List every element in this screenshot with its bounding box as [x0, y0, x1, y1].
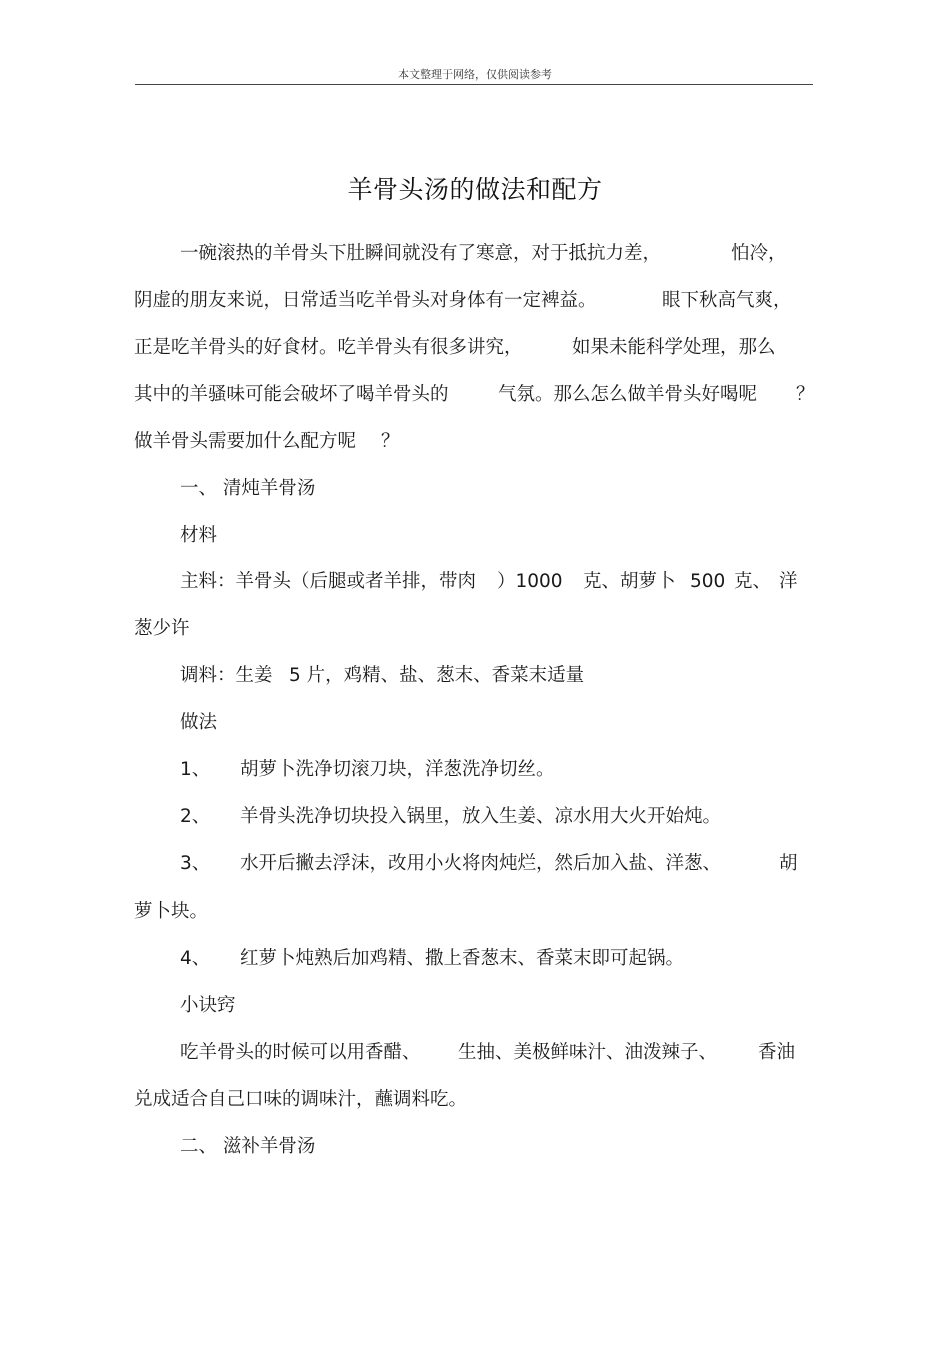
step-text: 羊骨头洗净切块投入锅里，放入生姜、凉水用大火开始炖。: [240, 806, 722, 827]
intro-text: 气氛。那么怎么做羊骨头好喝呢: [498, 384, 758, 405]
ingredient-text: 洋: [779, 571, 798, 592]
section-heading-text: 二、 滋补羊骨汤: [180, 1136, 316, 1157]
tips-text: 香油: [758, 1042, 796, 1063]
intro-text: 如果未能科学处理，那么: [572, 337, 776, 358]
section-heading-text: 一、 清炖羊骨汤: [180, 478, 316, 499]
ingredient-text: 克、: [734, 571, 772, 592]
step-text: 胡萝卜洗净切滚刀块，洋葱洗净切丝。: [240, 759, 555, 780]
step-number: 3、: [180, 853, 211, 874]
intro-text: 一碗滚热的羊骨头下肚瞬间就没有了寒意，对于抵抗力差，: [180, 243, 662, 264]
label-text: 做法: [180, 712, 218, 733]
tips-text: 生抽、美极鲜味汁、油泼辣子、: [458, 1042, 718, 1063]
tips-text: 吃羊骨头的时候可以用香醋、: [180, 1042, 421, 1063]
step-number: 4、: [180, 948, 211, 969]
ingredient-text: 500: [690, 571, 726, 592]
header-divider: [135, 84, 813, 85]
intro-text: ？: [796, 384, 815, 405]
intro-text: 做羊骨头需要加什么配方呢: [134, 431, 357, 452]
page-title: 羊骨头汤的做法和配方: [347, 175, 603, 204]
ingredient-text: 克、胡萝卜: [583, 571, 676, 592]
step-number: 2、: [180, 806, 211, 827]
intro-text: 怕冷，: [731, 243, 787, 264]
ingredient-text: ）1000: [497, 571, 563, 592]
ingredient-text: 葱少许: [134, 618, 190, 639]
step-text: 红萝卜炖熟后加鸡精、撒上香葱末、香菜末即可起锅。: [240, 948, 685, 969]
intro-text: 阴虚的朋友来说，日常适当吃羊骨头对身体有一定裨益。: [134, 290, 597, 311]
step-text: 水开后撇去浮沫，改用小火将肉炖烂，然后加入盐、洋葱、: [240, 853, 722, 874]
step-text: 萝卜块。: [134, 901, 209, 922]
label-text: 小诀窍: [180, 995, 236, 1016]
label-text: 材料: [180, 525, 218, 546]
step-text: 胡: [779, 853, 798, 874]
intro-text: 眼下秋高气爽，: [662, 290, 792, 311]
step-number: 1、: [180, 759, 211, 780]
tips-text: 兑成适合自己口味的调味汁，蘸调料吃。: [134, 1089, 468, 1110]
page-header: 本文整理于网络，仅供阅读参考: [398, 68, 552, 81]
seasoning-text: 调料：生姜: [180, 665, 273, 686]
ingredient-text: 主料：羊骨头（后腿或者羊排，带肉: [180, 571, 477, 592]
seasoning-text: 5 片，鸡精、盐、葱末、香菜末适量: [289, 665, 585, 686]
intro-text: ？: [381, 431, 400, 452]
intro-text: 其中的羊骚味可能会破坏了喝羊骨头的: [134, 384, 449, 405]
intro-text: 正是吃羊骨头的好食材。吃羊骨头有很多讲究，: [134, 337, 523, 358]
